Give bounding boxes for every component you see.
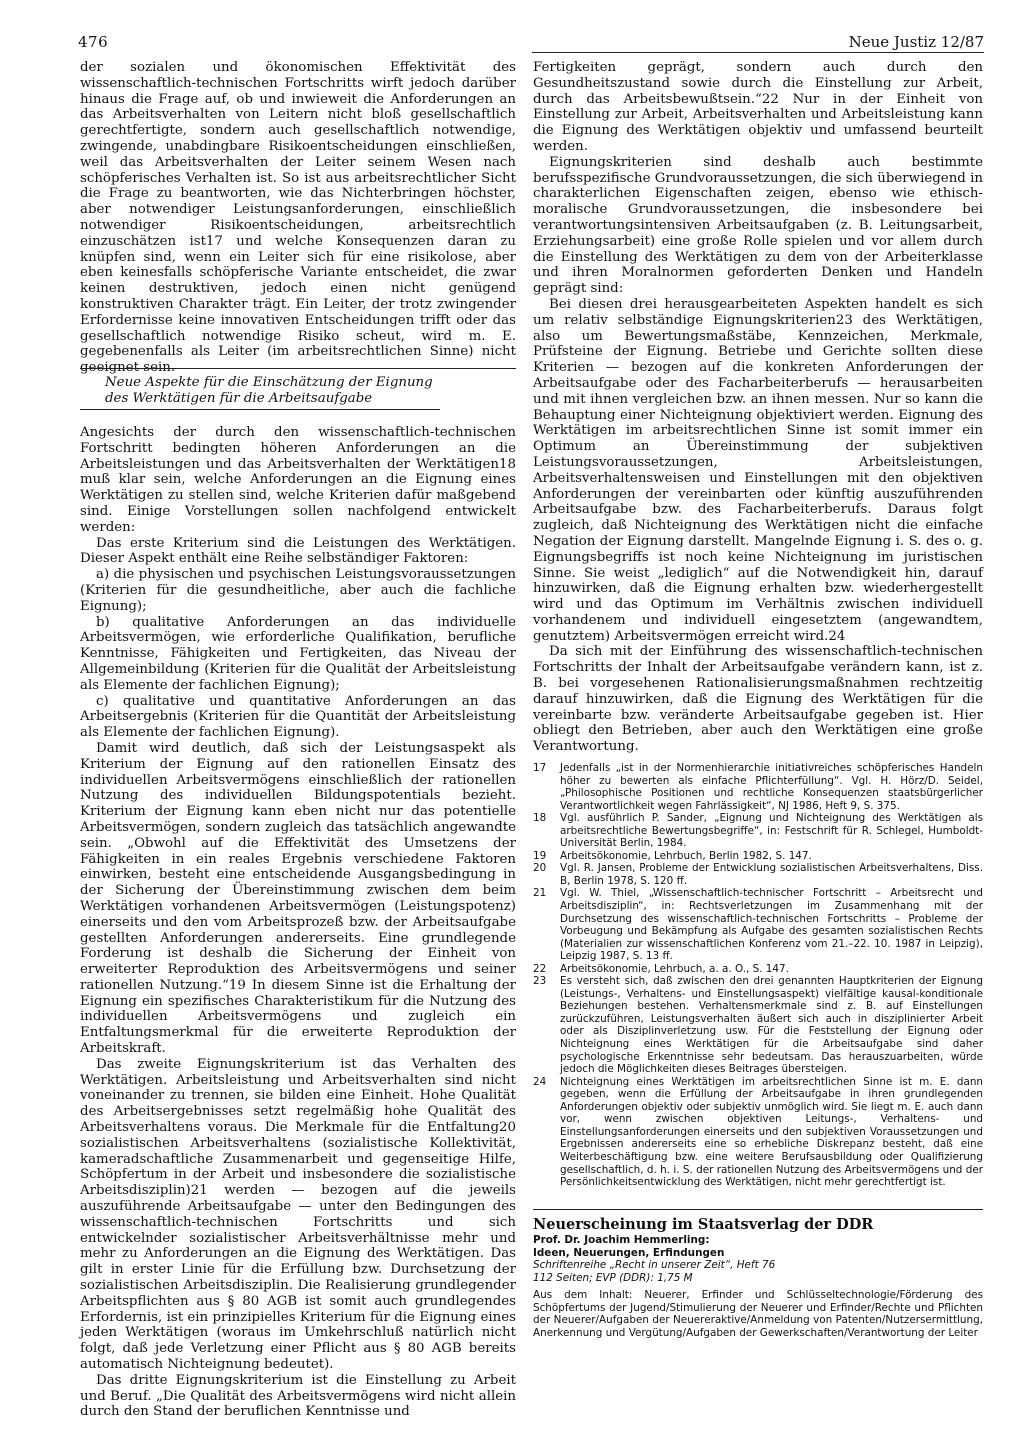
journal-issue: Neue Justiz 12/87 — [848, 33, 984, 51]
publication-notice — [533, 1209, 983, 1340]
page-number: 476 — [78, 33, 109, 51]
paragraph: Das zweite Eignungskriterium ist das Verhalten des Werktätigen. Arbeitsleistung und Arbeitsverhalten sind nicht voneinander zu trennen, sie bilden eine Einheit. Hohe Qualität des Arbeitsergebnisses setzt regelmäßig hohe Qualität des Arbeitsverhaltens voraus. Die Merkmale für die Entfaltung20 sozialistischen Arbeitsverhaltens (sozialistische Kollektivität, kameradschaftliche Zusammenarbeit und gegenseitige Hilfe, Schöpfertum in der Arbeit und insbesondere die sozialistische Arbeitsdisziplin)21 werden — bezogen auf die jeweils auszuführende Arbeitsaufgabe — unter den Bedingungen des wissenschaftlich-technischen Fortschritts und sich entwickelnder sozialistischer Arbeitsverhältnisse mehr und mehr zu Anforderungen an die Eignung des Werktätigen. Das gilt in erster Linie für die Erfüllung bzw. Durchsetzung der sozialistischen Arbeitsdisziplin. Die Realisierung grundlegender Arbeitspflichten aus § 80 AGB ist somit auch grundlegendes Erfordernis, ist ein prinzipielles Kriterium für die Eignung eines jeden Werktätigen (woraus im Umkehrschluß natürlich nicht folgt, daß jede Verletzung einer Pflicht aus § 80 AGB bereits automatisch Nichteignung bedeutet). — [80, 1056, 516, 1373]
footnote — [533, 850, 983, 863]
footnote-text: Arbeitsökonomie, Lehrbuch, Berlin 1982, S. 147. — [560, 849, 812, 862]
paragraph: der sozialen und ökonomischen Effektivität des wissenschaftlich-technischen Fortschritts wirft jedoch darüber hinaus die Frage auf, ob und inwieweit die Anforderungen an das Arbeitsverhalten von Leitern nicht bloß gesellschaftlich gerechtfertigte, sondern auch gesellschaftlich notwendige, zwingende, unabdingbare Risikoentscheidungen einschließen, weil das Arbeitsverhalten der Leiter seinem Wesen nach schöpferisches Verhalten ist. So ist aus arbeitsrechtlicher Sicht die Frage zu beantworten, wie das Nichterbringen höchster, aber notwendiger Leistungsanforderungen, einschließlich notwendiger Risikoentscheidungen, arbeitsrechtlich einzuschätzen ist17 und welche Konsequenzen daran zu knüpfen sind, wenn ein Leiter sich für eine risikolose, aber eben keinesfalls schöpferische Variante entscheidet, die zwar keinen destruktiven, jedoch einen nicht genügend konstruktiven Charakter trägt. Ein Leiter, der trotz zwingender Erfordernisse keine innovativen Entscheidungen trifft oder das gesellschaftlich notwendige Risiko scheut, wird m. E. gegebenenfalls als Leiter (im arbeitsrechtlichen Sinne) nicht geeignet sein. — [80, 60, 516, 376]
notice-series: Schriftenreihe „Recht in unserer Zeit“, Heft 76 — [533, 1259, 776, 1272]
footnote-text: Vgl. R. Jansen, Probleme der Entwicklung sozialistischen Arbeitsverhaltens, Diss. B, Berlin 1978, S. 120 ff. — [560, 862, 983, 887]
paragraph: Bei diesen drei herausgearbeiteten Aspekten handelt es sich um relativ selbständige Eignungskriterien23 des Werktätigen, also um Bewertungsmaßstäbe, Kennzeichen, Merkmale, Prüfsteine der Eignung. Betriebe und Gerichte sollten diese Kriterien — bezogen auf die konkreten Anforderungen der Arbeitsaufgabe oder des Facharbeiterberufs — herausarbeiten und mit ihnen vergleichen bzw. an ihnen messen. Nur so kann die Behauptung einer Nichteignung objektiviert werden. Eignung des Werktätigen im arbeitsrechtlichen Sinne ist somit immer ein Optimum an Übereinstimmung der subjektiven Leistungsvoraussetzungen, Arbeitsleistungen, Arbeitsverhaltensweisen und Einstellungen mit den objektiven Anforderungen der vereinbarten oder künftig auszuführenden Arbeitsaufgabe bzw. des Facharbeiterberufs. Daraus folgt zugleich, daß Nichteignung des Werktätigen nicht die einfache Negation der Eignung darstellt. Mangelnde Eignung i. S. des o. g. Eignungsbegriffs ist noch keine Nichteignung im juristischen Sinne. Sie weist „lediglich“ auf die Notwendigkeit hin, darauf hinzuwirken, daß die Eignung erhalten bzw. wiederhergestellt wird und das Optimum im Verhältnis zwischen individuell vorhandenem und individuell eingesetztem (angewandtem, genutztem) Arbeitsvermögen erreicht wird.24 — [533, 296, 983, 644]
footnote-number: 18 — [533, 812, 547, 825]
paragraph: Das dritte Eignungskriterium ist die Einstellung zu Arbeit und Beruf. „Die Qualität des Arbeitsvermögens wird nicht allein durch den Stand der beruflichen Kenntnisse und — [80, 1372, 516, 1420]
footnote-number: 21 — [533, 887, 547, 900]
footnote-number: 19 — [533, 849, 547, 862]
paragraph: Das erste Kriterium sind die Leistungen des Werktätigen. Dieser Aspekt enthält eine Reihe selbständiger Faktoren: — [80, 535, 516, 567]
footnote-text: Es versteht sich, daß zwischen den drei genannten Hauptkriterien der Eignung (Leistungs-, Verhaltens- und Einstellungsaspekt) vielfältige kausal-konditionale Beziehungen bestehen. Verhaltensmerkmale sind z. B. auf Einstellungen zurückzuführen, Leistungsverhalten äußert sich auch in disziplinierter Arbeit oder als Disziplinverletzung usw. Für die Feststellung der Eignung oder Nichteignung eines Werktätigen für die Arbeitsaufgabe sind daher psychologische Erkenntnisse sehr bedeutsam. Das herauszuarbeiten, würde jedoch die Möglichkeiten dieses Beitrages übersteigen. — [560, 975, 983, 1076]
notice-details: 112 Seiten; EVP (DDR): 1,75 M — [533, 1272, 693, 1285]
footnote-text: Vgl. W. Thiel, „Wissenschaftlich-technischer Fortschritt – Arbeitsrecht und Arbeitsdisziplin“, in: Rechtsverletzungen im Zusammenhang mit der Durchsetzung des wissenschaftlich-technischen Fortschritts – Probleme der Vorbeugung und Bekämpfung als Aufgabe des gesamten sozialistischen Rechts (Materialien zur wissenschaftlichen Konferenz vom 21.–22. 10. 1987 in Leipzig), Leipzig 1987, S. 13 ff. — [560, 887, 983, 963]
header-rule — [532, 52, 984, 53]
notice-book-title: Ideen, Neuerungen, Erfindungen — [533, 1246, 725, 1259]
list-item-b: b) qualitative Anforderungen an das individuelle Arbeitsvermögen, wie erforderliche Qualifikation, berufliche Kenntnisse, Fähigkeiten und Fertigkeiten, das Niveau der Allgemeinbildung (Kriterien für die Qualität der Arbeitsleistung als Elemente der fachlichen Eignung); — [80, 614, 516, 693]
list-item-a: a) die physischen und psychischen Leistungsvoraussetzungen (Kriterien für die gesundheitliche, aber auch die fachliche Eignung); — [80, 567, 516, 614]
notice-title: Neuerscheinung im Staatsverlag der DDR — [533, 1216, 874, 1233]
footnote — [533, 812, 983, 850]
notice-rule — [533, 1209, 983, 1210]
footnote-number: 24 — [533, 1075, 547, 1088]
footnote-text: Arbeitsökonomie, Lehrbuch, a. a. O., S. 147. — [560, 962, 789, 975]
notice-contents: Aus dem Inhalt: Neuerer, Erfinder und Schlüsseltechnologie/Förderung des Schöpfertums der Jugend/Stimulierung der Neuerer und Erfinder/Rechte und Pflichten der Neuerer/Aufgaben der Neuereraktive/Anmeldung von Patenten/Nutzersermittlung, Anerkennung und Vergütung/Aufgaben der Gewerkschaften/Verantwortung der Leiter — [533, 1288, 983, 1339]
footnote — [533, 975, 983, 1075]
paragraph: Angesichts der durch den wissenschaftlich-technischen Fortschritt bedingten höheren Anforderungen an die Arbeitsleistungen und das Arbeitsverhalten der Werktätigen18 muß klar sein, welche Anforderungen an die Eignung eines Werktätigen zu stellen sind, welche Kriterien dafür maßgebend sind. Einige Vorstellungen sollen nachfolgend entwickelt werden: — [80, 425, 516, 535]
footnote-number: 20 — [533, 862, 547, 875]
section-heading-line-2: des Werktätigen für die Arbeitsaufgabe — [105, 391, 373, 406]
paragraph: Fertigkeiten geprägt, sondern auch durch den Gesundheitszustand sowie durch die Einstellung zur Arbeit, durch das Arbeitsbewußtsein.“22 Nur in der Einheit von Einstellung zur Arbeit, Arbeitsverhalten und Arbeitsleistung kann die Eignung des Werktätigen objektiv und umfassend beurteilt werden. — [533, 60, 983, 154]
left-column-section — [80, 425, 516, 1420]
footnote-number: 17 — [533, 762, 547, 774]
notice-author: Prof. Dr. Joachim Hemmerling: — [533, 1234, 710, 1246]
section-rule-top — [80, 368, 516, 369]
paragraph: Da sich mit der Einführung des wissenschaftlich-technischen Fortschritts der Inhalt der Arbeitsaufgabe verändern kann, ist z. B. bei vorgesehenen Rationalisierungsmaßnahmen rechtzeitig darauf hinzuwirken, daß die Eignung des Werktätigen für die vereinbarte bzw. veränderte Arbeitsaufgabe gegeben ist. Hier obliegt den Betrieben, aber auch den Werktätigen eine große Verantwortung. — [533, 644, 983, 755]
footnotes — [533, 762, 983, 1189]
footnote-text: Jedenfalls „ist in der Normenhierarchie initiativreiches schöpferisches Handeln höher zu bewerten als einfache Pflichterfüllung“. Vgl. H. Hörz/D. Seidel, „Philosophische Positionen und rechtliche Konsequenzen staatsbürgerlicher Verantwortlichkeit wegen Fahrlässigkeit“, NJ 1986, Heft 9, S. 375. — [560, 762, 983, 812]
footnote — [533, 887, 983, 962]
section-heading-block — [80, 368, 516, 410]
footnote-text: Nichteignung eines Werktätigen im arbeitsrechtlichen Sinne ist m. E. dann gegeben, wenn die Erfüllung der Arbeitsaufgabe in ihren grundlegenden Anforderungen objektiv oder subjektiv unmöglich wird. Sie liegt m. E. auch dann vor, wenn zwischen objektiven Leitungs-, Verhaltens- und Einstellungsanforderungen einerseits und den subjektiven Voraussetzungen und Ergebnissen andererseits eine so erhebliche Diskrepanz besteht, daß eine Weiterbeschäftigung bzw. eine weitere Berufsausbildung oder Qualifizierung gesellschaftlich, d. h. i. S. der rationellen Nutzung des Arbeitsvermögens und der Persönlichkeitsentwicklung des Werktätigen, nicht mehr gerechtfertigt ist. — [560, 1075, 983, 1189]
footnote-number: 23 — [533, 975, 547, 988]
section-rule-bottom — [80, 409, 440, 410]
list-item-c: c) qualitative und quantitative Anforderungen an das Arbeitsergebnis (Kriterien für die Quantität der Arbeitsleistung als Elemente der fachlichen Eignung). — [80, 693, 516, 741]
footnote-text: Vgl. ausführlich P. Sander, „Eignung und Nichteignung des Werktätigen als arbeitsrechtliche Bewertungsbegriffe“, in: Festschrift für R. Schlegel, Humboldt-Universität Berlin, 1984. — [560, 812, 983, 850]
left-column-top — [80, 60, 516, 376]
section-heading-line-1: Neue Aspekte für die Einschätzung der Eignung — [105, 375, 433, 390]
footnote-number: 22 — [533, 962, 547, 975]
paragraph: Eignungskriterien sind deshalb auch bestimmte berufsspezifische Grundvoraussetzungen, die sich überwiegend in charakterlichen Eigenschaften zeigen, ebenso wie ethisch-moralische Grundvoraussetzungen, die insbesondere bei verantwortungsintensiven Arbeitsaufgaben (z. B. Leitungsarbeit, Erziehungsarbeit) eine große Rolle spielen und vor allem durch die Einstellung des Werktätigen zu dem von der Arbeiterklasse und ihren Moralnormen geforderten Denken und Handeln geprägt sind: — [533, 154, 983, 297]
footnote — [533, 1076, 983, 1189]
footnote — [533, 762, 983, 812]
footnote — [533, 862, 983, 887]
right-column — [533, 60, 983, 755]
footnote — [533, 963, 983, 976]
paragraph: Damit wird deutlich, daß sich der Leistungsaspekt als Kriterium der Eignung auf den rationellen Einsatz des individuellen Arbeitsvermögens einschließlich der rationellen Nutzung des individuellen Bildungspotentials bezieht. Kriterium der Eignung kann eben nicht nur das potentielle Arbeitsvermögen, sondern zugleich das tatsächlich angewandte sein. „Obwohl auf die Effektivität des Umsetzens der Fähigkeiten in ein reales Ergebnis verschiedene Faktoren einwirken, besteht eine entscheidende Ausgangsbedingung in der Sicherung der Übereinstimmung zwischen dem beim Werktätigen vorhandenen Arbeitsvermögen (Leistungspotenz) einerseits und den vom Arbeitsprozeß bzw. der Arbeitsaufgabe gestellten Anforderungen andererseits. Eine grundlegende Forderung ist deshalb die Sicherung der Einheit von erweiterter Reproduktion des Arbeitsvermögens und seiner rationellen Nutzung.“19 In diesem Sinne ist die Erhaltung der Eignung ein spezifisches Charakteristikum für die Nutzung des individuellen Arbeitsvermögens und zugleich ein Entfaltungsmerkmal für die erweiterte Reproduktion der Arbeitskraft. — [80, 740, 516, 1057]
